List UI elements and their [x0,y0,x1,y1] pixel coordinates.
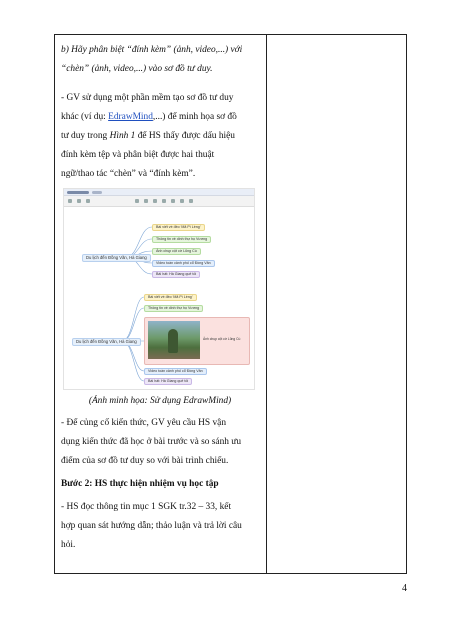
page-number: 4 [402,583,407,594]
image-node-label: Ảnh chụp cột cờ Lũng Cú [203,337,241,341]
edrawmind-link[interactable]: EdrawMind [108,112,153,122]
image-node[interactable] [144,317,250,365]
content-table [54,34,407,574]
left-cell [61,41,259,555]
top-node-2[interactable]: Thông tin về dinh thự họ Vương [152,236,211,243]
top-node-5[interactable]: Bài hát: Hà Giang quê tôi [152,271,200,278]
para2-line-3: điểm của sơ đồ tư duy so với bài trình chiếu. [61,456,229,466]
para2-line-2: dụng kiến thức đã học ở bài trước và so sánh ưu [61,437,242,447]
heading-line-2: “chèn” (ảnh, video,...) vào sơ đồ tư duy. [61,64,213,74]
para1-line-3: tư duy trong Hình 1 để HS thấy được dấu hiệu [61,131,235,141]
para2-line-1: - Để củng cố kiến thức, GV yêu cầu HS vận [61,418,227,428]
bottom-node-2[interactable]: Thông tin về dinh thự họ Vương [144,305,203,312]
bottom-node-5[interactable]: Bài hát: Hà Giang quê tôi [144,378,192,385]
para3-line-3: hỏi. [61,540,76,550]
bottom-node-4[interactable]: Video toàn cảnh phố cổ Đồng Văn [144,368,207,375]
edrawmind-screenshot [63,188,255,390]
para1-line-4: đính kèm tệp và phân biệt được hai thuật [61,150,215,160]
para1-line-5: ngữ/thao tác “chèn” và “đính kèm”. [61,169,196,179]
mindmap-canvas [64,207,254,389]
mountain-photo [148,321,200,359]
para1-line-1: - GV sử dụng một phần mềm tạo sơ đồ tư duy [61,93,234,103]
figure-caption: (Ảnh minh họa: Sử dụng EdrawMind) [88,396,232,406]
bottom-node-1[interactable]: Bài viết về đèo ‘Mã Pì Lèng’ [144,294,197,301]
top-node-4[interactable]: Video toàn cảnh phố cổ Đồng Văn [152,260,215,267]
app-toolbar [64,196,254,207]
para3-line-2: hợp quan sát hướng dẫn; thảo luận và trả lời câu [61,521,242,531]
para1-line-2: khác (ví dụ: EdrawMind,...) để minh họa sơ đồ [61,112,237,122]
root-node-top[interactable]: Du lịch đến Đồng Văn, Hà Giang [82,254,151,262]
heading-line-1: b) Hãy phân biệt “đính kèm” (ảnh, video,...) với [61,45,243,55]
para3-line-1: - HS đọc thông tin mục 1 SGK tr.32 – 33, kết [61,502,232,512]
root-node-bottom[interactable]: Du lịch đến Đồng Văn, Hà Giang [72,338,141,346]
column-divider [266,35,267,573]
step2-heading: Bước 2: HS thực hiện nhiệm vụ học tập [61,479,219,489]
top-node-3[interactable]: Ảnh chụp cột cờ Lũng Cú [152,248,201,255]
app-titlebar [64,189,254,196]
top-node-1[interactable]: Bài viết về đèo ‘Mã Pì Lèng’ [152,224,205,231]
